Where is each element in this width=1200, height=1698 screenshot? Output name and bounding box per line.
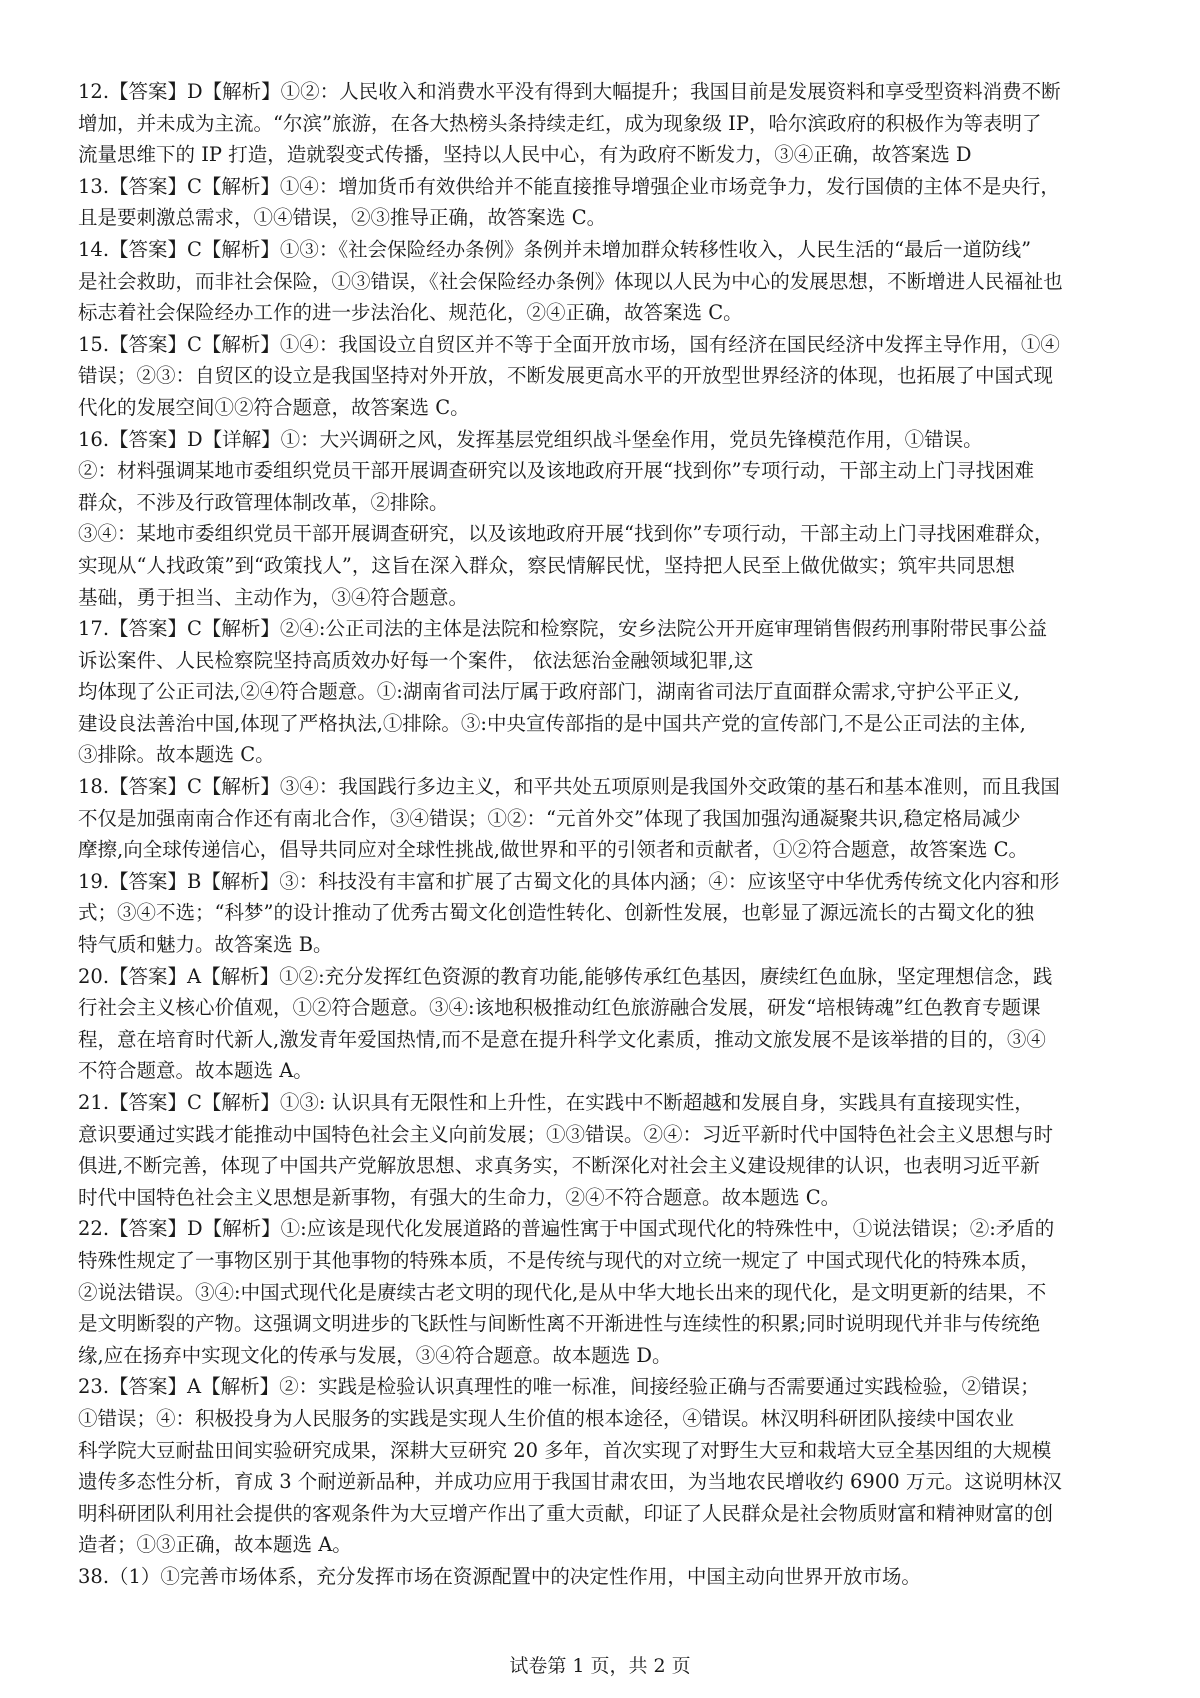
text-line: 摩擦,向全球传递信心，倡导共同应对全球性挑战,做世界和平的引领者和贡献者，①②符合题意，故答案选 C。 xyxy=(78,838,1029,862)
answer-paragraph-q22 xyxy=(78,1213,1123,1371)
text-line: 38.（1）①完善市场体系，充分发挥市场在资源配置中的决定性作用，中国主动向世界开放市场。 xyxy=(78,1564,921,1588)
text-line: ②：材料强调某地市委组织党员干部开展调查研究以及该地政府开展“找到你”专项行动，干部主动上门寻找困难 xyxy=(78,459,1034,483)
text-line: 18.【答案】C【解析】③④：我国践行多边主义，和平共处五项原则是我国外交政策的基石和基本准则，而且我国 xyxy=(78,775,1060,799)
text-line: 造者；①③正确，故本题选 A。 xyxy=(78,1533,352,1557)
text-line: 且是要刺激总需求，①④错误，②③推导正确，故答案选 C。 xyxy=(78,206,607,230)
text-line: 均体现了公正司法,②④符合题意。①:湖南省司法厅属于政府部门，湖南省司法厅直面群众需求,守护公平正义, xyxy=(78,680,1020,704)
answer-paragraph-q12 xyxy=(78,76,1123,171)
answer-paragraph-q16b xyxy=(78,455,1123,518)
text-line: 时代中国特色社会主义思想是新事物，有强大的生命力，②④不符合题意。故本题选 C。 xyxy=(78,1185,841,1209)
text-line: 17.【答案】C【解析】②④:公正司法的主体是法院和检察院，安乡法院公开开庭审理销售假药刑事附带民事公益 xyxy=(78,617,1048,641)
text-line: 代化的发展空间①②符合题意，故答案选 C。 xyxy=(78,395,470,419)
text-line: 明科研团队利用社会提供的客观条件为大豆增产作出了重大贡献，印证了人民群众是社会物质财富和精神财富的创 xyxy=(78,1501,1054,1525)
answer-paragraph-q16c xyxy=(78,518,1123,613)
text-line: 式；③④不选；“科梦”的设计推动了优秀古蜀文化创造性转化、创新性发展，也彰显了源远流长的古蜀文化的独 xyxy=(78,901,1034,925)
text-line: 增加，并未成为主流。“尔滨”旅游，在各大热榜头条持续走红，成为现象级 IP，哈尔滨政府的积极作为等表明了 xyxy=(78,111,1042,135)
text-line: 科学院大豆耐盐田间实验研究成果，深耕大豆研究 20 多年，首次实现了对野生大豆和栽培大豆全基因组的大规模 xyxy=(78,1438,1052,1462)
answer-paragraph-q17 xyxy=(78,613,1123,771)
answer-paragraph-q38 xyxy=(78,1561,1123,1593)
answer-paragraph-q15 xyxy=(78,329,1123,424)
text-line: 20.【答案】A【解析】①②:充分发挥红色资源的教育功能,能够传承红色基因，赓续红色血脉，坚定理想信念，践 xyxy=(78,964,1053,988)
text-line: 基础，勇于担当、主动作为，③④符合题意。 xyxy=(78,585,469,609)
text-line: 俱进,不断完善，体现了中国共产党解放思想、求真务实，不断深化对社会主义建设规律的认识，也表明习近平新 xyxy=(78,1154,1040,1178)
answer-document xyxy=(78,76,1123,1593)
answer-paragraph-q13 xyxy=(78,171,1123,234)
text-line: 标志着社会保险经办工作的进一步法治化、规范化，②④正确，故答案选 C。 xyxy=(78,301,743,325)
text-line: 建设良法善治中国,体现了严格执法,①排除。③:中央宣传部指的是中国共产党的宣传部门,不是公正司法的主体, xyxy=(78,711,1026,735)
answer-paragraph-q20 xyxy=(78,961,1123,1087)
text-line: 13.【答案】C【解析】①④：增加货币有效供给并不能直接推导增强企业市场竞争力，发行国债的主体不是央行， xyxy=(78,174,1060,198)
text-line: ②说法错误。③④:中国式现代化是赓续古老文明的现代化,是从中华大地长出来的现代化，是文明更新的结果，不 xyxy=(78,1280,1047,1304)
text-line: 22.【答案】D【解析】①:应该是现代化发展道路的普遍性寓于中国式现代化的特殊性中，①说法错误；②:矛盾的 xyxy=(78,1217,1055,1241)
text-line: 实现从“人找政策”到“政策找人”，这旨在深入群众，察民情解民忧，坚持把人民至上做优做实；筑牢共同思想 xyxy=(78,553,1015,577)
text-line: 诉讼案件、人民检察院坚持高质效办好每一个案件， 依法惩治金融领域犯罪,这 xyxy=(78,648,754,672)
text-line: 不仅是加强南南合作还有南北合作，③④错误；①②：“元首外交”体现了我国加强沟通凝聚共识,稳定格局减少 xyxy=(78,806,1021,830)
text-line: ③排除。故本题选 C。 xyxy=(78,743,275,767)
answer-paragraph-q23 xyxy=(78,1371,1123,1561)
text-line: ③④：某地市委组织党员干部开展调查研究，以及该地政府开展“找到你”专项行动，干部主动上门寻找困难群众， xyxy=(78,522,1054,546)
text-line: 特气质和魅力。故答案选 B。 xyxy=(78,933,333,957)
text-line: 行社会主义核心价值观，①②符合题意。③④:该地积极推动红色旅游融合发展，研发“培根铸魂”红色教育专题课 xyxy=(78,996,1041,1020)
answer-paragraph-q18 xyxy=(78,771,1123,866)
text-line: 错误；②③：自贸区的设立是我国坚持对外开放，不断发展更高水平的开放型世界经济的体现，也拓展了中国式现 xyxy=(78,364,1054,388)
text-line: 群众，不涉及行政管理体制改革，②排除。 xyxy=(78,490,449,514)
answer-paragraph-q21 xyxy=(78,1087,1123,1213)
text-line: 意识要通过实践才能推动中国特色社会主义向前发展；①③错误。②④：习近平新时代中国特色社会主义思想与时 xyxy=(78,1122,1054,1146)
text-line: ①错误；④：积极投身为人民服务的实践是实现人生价值的根本途径，④错误。林汉明科研团队接续中国农业 xyxy=(78,1406,1015,1430)
text-line: 12.【答案】D【解析】①②：人民收入和消费水平没有得到大幅提升；我国目前是发展资料和享受型资料消费不断 xyxy=(78,80,1061,103)
answer-paragraph-q14 xyxy=(78,234,1123,329)
answer-paragraph-q19 xyxy=(78,866,1123,961)
text-line: 流量思维下的 IP 打造，造就裂变式传播，坚持以人民中心，有为政府不断发力，③④正确，故答案选 D xyxy=(78,143,972,167)
text-line: 21.【答案】C【解析】①③: 认识具有无限性和上升性，在实践中不断超越和发展自身，实践具有直接现实性， xyxy=(78,1091,1034,1114)
text-line: 是社会救助，而非社会保险，①③错误，《社会保险经办条例》体现以人民为中心的发展思想，不断增进人民福祉也 xyxy=(78,269,1063,293)
text-line: 15.【答案】C【解析】①④：我国设立自贸区并不等于全面开放市场，国有经济在国民经济中发挥主导作用，①④ xyxy=(78,332,1060,356)
text-line: 程，意在培育时代新人,激发青年爱国热情,而不是意在提升科学文化素质，推动文旅发展不是该举措的目的，③④ xyxy=(78,1027,1046,1051)
text-line: 是文明断裂的产物。这强调文明进步的飞跃性与间断性离不开渐进性与连续性的积累;同时说明现代并非与传统绝 xyxy=(78,1312,1041,1336)
answer-paragraph-q16 xyxy=(78,424,1123,456)
text-line: 16.【答案】D【详解】①：大兴调研之风，发挥基层党组织战斗堡垒作用，党员先锋模范作用，①错误。 xyxy=(78,427,983,451)
text-line: 14.【答案】C【解析】①③：《社会保险经办条例》条例并未增加群众转移性收入，人民生活的“最后一道防线” xyxy=(78,237,1032,261)
text-line: 不符合题意。故本题选 A。 xyxy=(78,1059,313,1083)
page-footer: 试卷第 1 页，共 2 页 xyxy=(509,1655,691,1677)
text-line: 23.【答案】A【解析】②：实践是检验认识真理性的唯一标准，间接经验正确与否需要通过实践检验，②错误； xyxy=(78,1375,1040,1399)
text-line: 缘,应在扬弃中实现文化的传承与发展，③④符合题意。故本题选 D。 xyxy=(78,1343,672,1367)
text-line: 19.【答案】B【解析】③：科技没有丰富和扩展了古蜀文化的具体内涵；④：应该坚守中华优秀传统文化内容和形 xyxy=(78,869,1060,893)
text-line: 特殊性规定了一事物区别于其他事物的特殊本质，不是传统与现代的对立统一规定了 中国式现代化的特殊本质， xyxy=(78,1248,1040,1272)
text-line: 遗传多态性分析，育成 3 个耐逆新品种，并成功应用于我国甘肃农田，为当地农民增收约 6900 万元。这说明林汉 xyxy=(78,1470,1062,1494)
